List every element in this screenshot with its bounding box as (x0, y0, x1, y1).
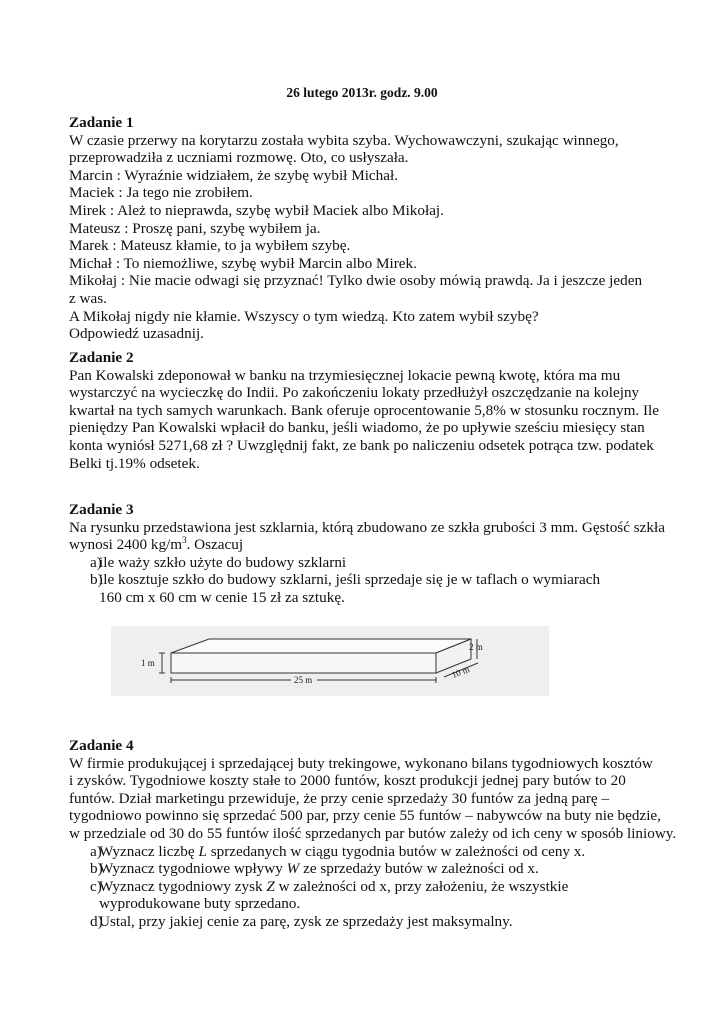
task-1 (69, 114, 689, 343)
task-3-line: Na rysunku przedstawiona jest szklarnia, którą zbudowano ze szkła grubości 3 mm. Gęstość szkła (69, 518, 665, 536)
task-2-line: pieniędzy Pan Kowalski wpłacił do banku, jeśli wiadomo, że po upływie sześciu miesięcy stan (69, 419, 645, 437)
task-3 (69, 501, 689, 607)
item-marker: d) (90, 912, 103, 930)
greenhouse-figure (111, 626, 549, 696)
task-4-item-b (69, 860, 689, 878)
density-exponent: 3 (182, 535, 187, 546)
task-1-line: Michał : To niemożliwe, szybę wybił Marcin albo Mirek. (69, 254, 417, 272)
height-label: 1 m (141, 658, 155, 668)
task-3-item-b-continuation: 160 cm x 60 cm w cenie 15 zł za sztukę. (99, 588, 345, 606)
task-2-line: kwartał na tych samych warunkach. Bank oferuje oprocentowanie 5,8% w stosunku rocznym. Ile (69, 401, 660, 419)
variable-Z: Z (266, 877, 275, 895)
task-4-line: W firmie produkującej i sprzedającej buty trekingowe, wykonano bilans tygodniowych kosztów (69, 754, 653, 772)
task-2-line: konta wyniósł 5271,68 zł ? Uwzględnij fakt, ze bank po naliczeniu odsetek potrąca tzw. podatek (69, 436, 654, 454)
item-text-end: ze sprzedaży butów w zależności od x. (299, 860, 539, 878)
task-1-line: Marek : Mateusz kłamie, to ja wybiłem szybę. (69, 237, 351, 255)
task-3-item-a (69, 554, 689, 572)
task-1-line: Marcin : Wyraźnie widziałem, że szybę wybił Michał. (69, 166, 399, 184)
task-4-item-d (69, 913, 689, 931)
item-marker: a) (90, 553, 102, 571)
task-3-line (69, 536, 689, 554)
item-text: Wyznacz tygodniowe wpływy (99, 860, 287, 878)
task-4-line: funtów. Dział marketingu przewiduje, że przy cenie sprzedaży 30 funtów za jedną parę – (69, 789, 610, 807)
task-1-line: Odpowiedź uzasadnij. (69, 325, 204, 343)
task-3-item-b (69, 571, 689, 589)
task-4-item-c (69, 878, 689, 896)
task-1-heading: Zadanie 1 (69, 114, 134, 131)
item-marker: b) (90, 571, 103, 589)
task-1-line: z was. (69, 289, 107, 307)
greenhouse-drawing (111, 626, 549, 696)
task-2-line: Pan Kowalski zdeponował w banku na trzymiesięcznej lokacie pewną kwotę, która ma mu (69, 366, 621, 384)
task-4-item-a (69, 843, 689, 861)
task-4-heading: Zadanie 4 (69, 737, 134, 754)
document-date: 26 lutego 2013r. godz. 9.00 (286, 85, 438, 100)
item-text-end: sprzedanych w ciągu tygodnia butów w zależności od ceny x. (206, 842, 586, 860)
item-text: ile waży szkło użyte do budowy szklarni (99, 553, 347, 571)
depth-label: 2 m (469, 642, 483, 652)
task-1-line: przeprowadziła z uczniami rozmowę. Oto, co usłyszała. (69, 149, 409, 167)
task-1-line: Mirek : Ależ to nieprawda, szybę wybił Maciek albo Mikołaj. (69, 201, 444, 219)
item-text-end: w zależności od x, przy założeniu, że wszystkie (274, 877, 569, 895)
item-text: ile kosztuje szkło do budowy szklarni, jeśli sprzedaje się je w taflach o wymiarach (99, 571, 601, 589)
variable-W: W (286, 860, 300, 878)
greenhouse-top-face (171, 639, 471, 653)
task-4 (69, 737, 689, 931)
task-4-line: i zysków. Tygodniowe koszty stałe to 2000 funtów, koszt produkcji jednej pary butów to 20 (69, 772, 626, 790)
task-2 (69, 349, 689, 472)
item-text: Wyznacz tygodniowy zysk (99, 877, 267, 895)
item-marker: a) (90, 842, 102, 860)
greenhouse-front-face (171, 653, 436, 673)
density-text-end: . Oszacuj (186, 536, 244, 554)
width-label: 10 m (450, 664, 471, 680)
item-text: Ustal, przy jakiej cenie za parę, zysk ze sprzedaży jest maksymalny. (99, 912, 513, 930)
task-1-line: W czasie przerwy na korytarzu została wybita szyba. Wychowawczyni, szukając winnego, (69, 131, 619, 149)
task-2-line: wystarczyć na wycieczkę do Indii. Po zakończeniu lokaty przedłużył oszczędzanie na kolejny (69, 384, 640, 402)
task-2-line: Belki tj.19% odsetek. (69, 454, 200, 472)
task-1-line: Mikołaj : Nie macie odwagi się przyznać! Tylko dwie osoby mówią prawdą. Ja i jeszcze jeden (69, 272, 643, 290)
task-1-line: Maciek : Ja tego nie zrobiłem. (69, 184, 253, 202)
item-marker: c) (90, 877, 102, 895)
task-3-heading: Zadanie 3 (69, 501, 134, 518)
task-2-heading: Zadanie 2 (69, 349, 134, 366)
task-4-item-c-continuation: wyprodukowane buty sprzedano. (99, 895, 301, 913)
task-4-line: tygodniowo powinno się sprzedać 500 par, przy cenie 55 funtów – nabywców na buty nie będzie, (69, 807, 661, 825)
item-marker: b) (90, 860, 103, 878)
density-text: wynosi 2400 kg/m (69, 536, 183, 554)
length-label: 25 m (294, 675, 313, 685)
task-1-line: A Mikołaj nigdy nie kłamie. Wszyscy o tym wiedzą. Kto zatem wybił szybę? (69, 307, 539, 325)
task-1-line: Mateusz : Proszę pani, szybę wybiłem ja. (69, 219, 321, 237)
task-4-line: w przedziale od 30 do 55 funtów ilość sprzedanych par butów zależy od ich ceny w sposób liniowy. (69, 824, 677, 842)
item-text: Wyznacz liczbę (99, 842, 199, 860)
variable-L: L (198, 842, 207, 860)
